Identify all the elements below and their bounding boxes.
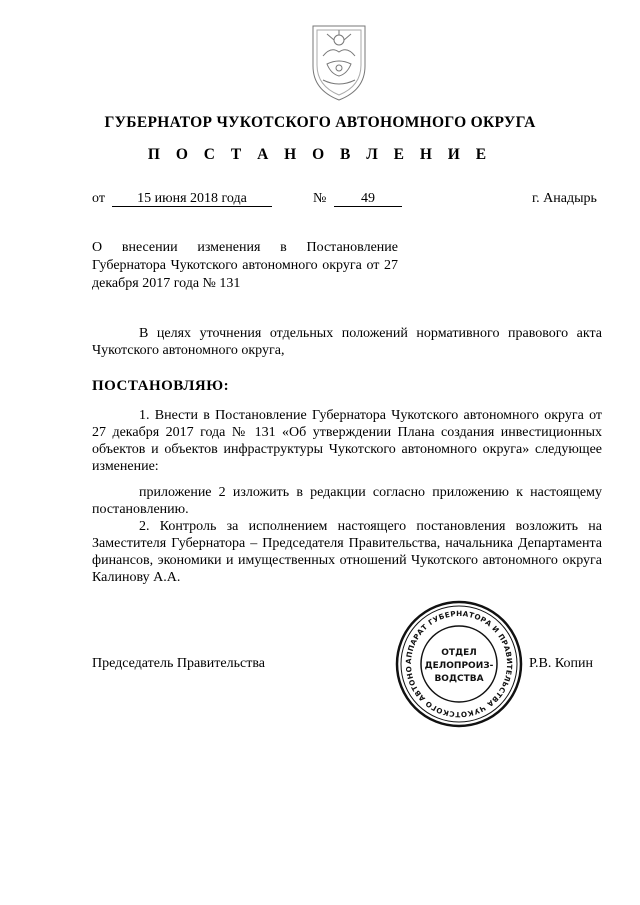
official-stamp — [394, 599, 524, 729]
signer-title: Председатель Правительства — [92, 656, 265, 671]
stamp-line-3: ВОДСТВА — [434, 674, 484, 684]
preamble-paragraph: В целях уточнения отдельных положений нормативного правового акта Чукотского автономного округа, — [92, 326, 602, 358]
signer-name: Р.В. Копин — [529, 656, 593, 671]
stamp-ring-text: АППАРАТ ГУБЕРНАТОРА И ПРАВИТЕЛЬСТВА ЧУКОТСКОГО АВТОНО — [403, 608, 515, 720]
document-type: П О С Т А Н О В Л Е Н И Е — [147, 146, 493, 163]
issuing-authority: ГУБЕРНАТОР ЧУКОТСКОГО АВТОНОМНОГО ОКРУГА — [104, 114, 536, 131]
stamp-line-2: ДЕЛОПРОИЗ- — [424, 661, 494, 671]
document-date: 15 июня 2018 года — [112, 191, 272, 207]
date-prefix: от — [92, 191, 105, 206]
number-prefix: № — [313, 191, 327, 206]
item-2-paragraph: 2. Контроль за исполнением настоящего постановления возложить на Заместителя Губернатора – Председателя Правительства, начальника Департамента финансов, экономики и имущественных отношений Чукотского автономного округа Калинову А.А. — [92, 519, 602, 585]
item-1-amendment: приложение 2 изложить в редакции согласно приложению к настоящему постановлению. — [92, 485, 602, 517]
document-place: г. Анадырь — [532, 191, 597, 206]
decree-heading: ПОСТАНОВЛЯЮ: — [92, 378, 230, 394]
coat-of-arms-icon — [303, 18, 375, 104]
document-subject: О внесении изменения в Постановление Губернатора Чукотского автономного округа от 27 декабря 2017 года № 131 — [92, 240, 398, 291]
item-1-paragraph: 1. Внести в Постановление Губернатора Чукотского автономного округа от 27 декабря 2017 года № 131 «Об утверждении Плана создания инвестиционных объектов и объектов инфраструктуры Чукотского автономного округа» следующее изменение: — [92, 408, 602, 474]
document-number: 49 — [334, 191, 402, 207]
stamp-line-1: ОТДЕЛ — [441, 648, 477, 658]
